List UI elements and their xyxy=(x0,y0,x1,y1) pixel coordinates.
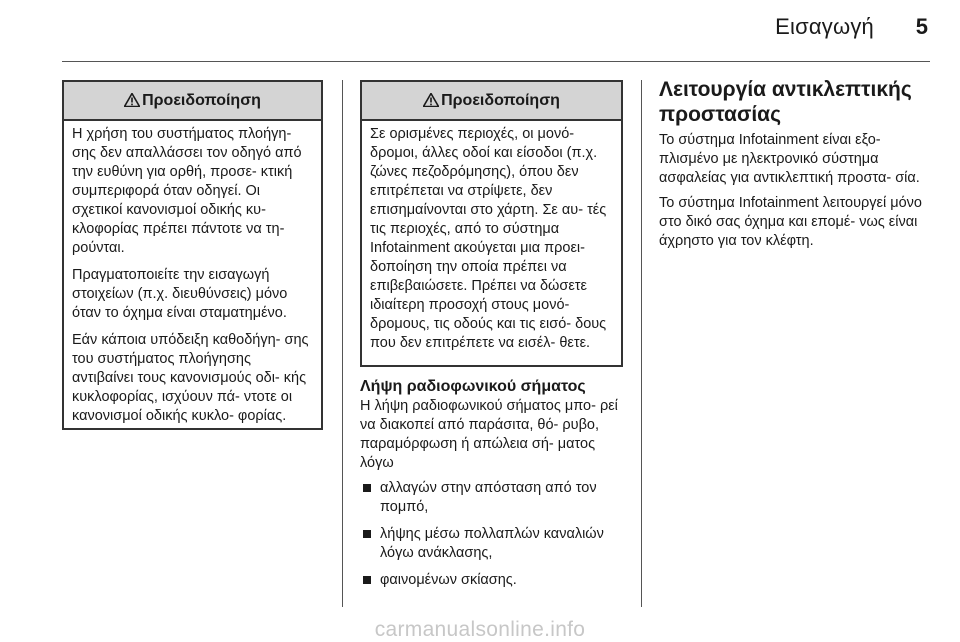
column-divider-right xyxy=(641,80,642,607)
warning-paragraph: Σε ορισμένες περιοχές, οι μονό- δρομοι, άλλες οδοί και είσοδοι (π.χ. ζώνες πεζοδρόμησης), όπου δεν επιτρέπεται να στρίψετε, δεν επισημαίνονται στο χάρτη. Σε αυ- τές τις περιοχές, από το σύστημα Infotainment ακούγεται μια προει- δοποίηση την οποία πρέπει να επιβεβαιώσετε. Πρέπει να δώσετε ιδιαίτερη προσοχή στους μονό- δρομους, τις οδούς και τις εισό- δους που δεν επιτρέπετε να εισέλ- θετε. xyxy=(370,126,607,351)
bullet-square-icon xyxy=(363,530,371,538)
warning-body xyxy=(362,121,621,353)
bullet-text: αλλαγών στην απόσταση από τον πομπό, xyxy=(380,480,597,515)
bullet-list xyxy=(360,479,632,590)
warning-header xyxy=(362,82,621,121)
section-paragraph: Το σύστημα Infotainment λειτουργεί μόνο στο δικό σας όχημα και επομέ- νως είναι άχρηστο για τον κλέφτη. xyxy=(659,195,922,249)
warning-triangle-icon xyxy=(423,93,439,107)
bullet-square-icon xyxy=(363,576,371,584)
warning-header xyxy=(64,82,321,121)
page-number: 5 xyxy=(915,14,928,39)
bullet-item xyxy=(360,571,632,590)
warning-paragraph: Πραγματοποιείτε την εισαγωγή στοιχείων (π.χ. διευθύνσεις) μόνο όταν το όχημα είναι σταματημένο. xyxy=(72,267,288,321)
bullet-item xyxy=(360,525,632,563)
warning-box-restricted-roads xyxy=(360,80,623,367)
warning-box-navigation xyxy=(62,80,323,430)
section-title: Λειτουργία αντικλεπτικής προστασίας xyxy=(659,78,912,126)
warning-body xyxy=(64,121,321,426)
page-header-title: Εισαγωγή xyxy=(775,14,874,39)
column-divider-left xyxy=(342,80,343,607)
section-intro: Η λήψη ραδιοφωνικού σήματος μπο- ρεί να διακοπεί από παράσιτα, θό- ρυβο, παραμόρφωση ή απώλεια σή- ματος λόγω xyxy=(360,398,618,471)
warning-paragraph: Η χρήση του συστήματος πλοήγη- σης δεν απαλλάσσει τον οδηγό από την ευθύνη για ορθή, προσε- κτική συμπεριφορά όταν οδηγεί. Οι σχετικοί κανονισμοί οδικής κυ- κλοφορίας πρέπει πάντοτε να τη- ρούνται. xyxy=(72,126,302,256)
warning-paragraph: Εάν κάποια υπόδειξη καθοδήγη- σης του συστήματος πλοήγησης αντιβαίνει τους κανονισμούς οδι- κής κυκλοφορίας, ισχύουν πά- ντοτε οι κανονισμοί οδικής κυκλο- φορίας. xyxy=(72,332,309,424)
warning-triangle-icon xyxy=(124,93,140,107)
section-anti-theft xyxy=(659,77,939,257)
bullet-square-icon xyxy=(363,484,371,492)
section-radio-reception xyxy=(360,377,632,598)
bullet-text: λήψης μέσω πολλαπλών καναλιών λόγω ανάκλασης, xyxy=(380,526,604,561)
bullet-text: φαινομένων σκίασης. xyxy=(380,572,517,588)
header-divider xyxy=(62,61,930,62)
warning-title: Προειδοποίηση xyxy=(441,91,560,109)
section-paragraph: Το σύστημα Infotainment είναι εξο- πλισμένο με ηλεκτρονικό σύστημα ασφαλείας για αντικλεπτική προστα- σία. xyxy=(659,132,920,186)
warning-title: Προειδοποίηση xyxy=(142,91,261,109)
watermark: carmanualsonline.info xyxy=(374,618,586,641)
section-title: Λήψη ραδιοφωνικού σήματος xyxy=(360,378,586,395)
bullet-item xyxy=(360,479,632,517)
